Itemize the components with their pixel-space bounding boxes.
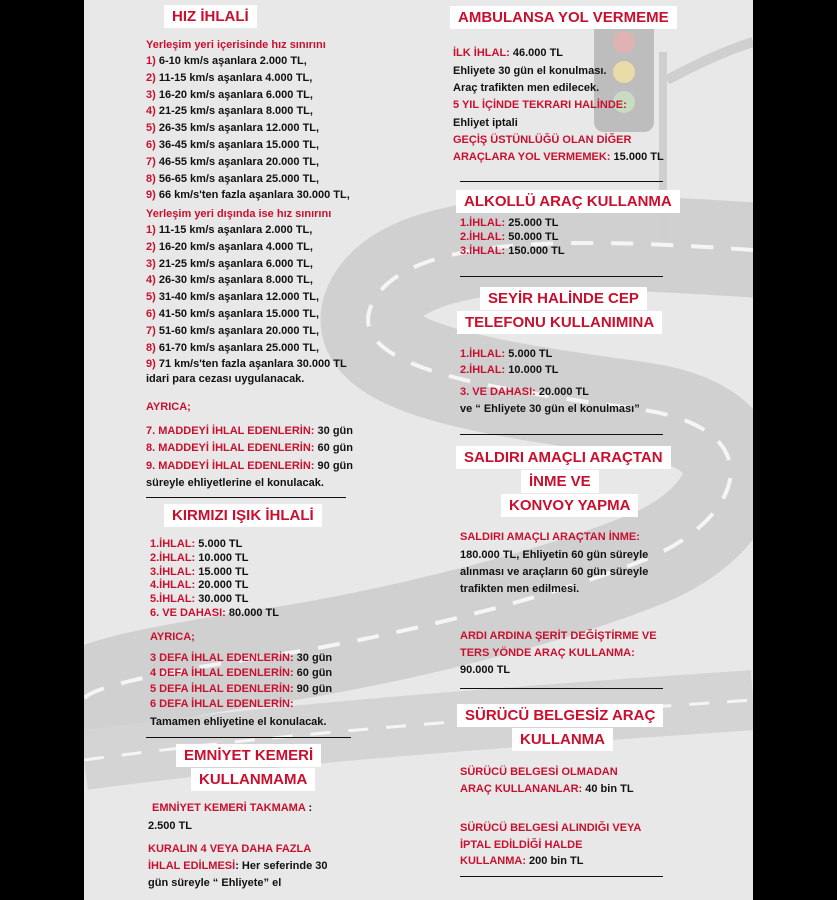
- ambulance-repeat: 5 YIL İÇİNDE TEKRARI HALİNDE:: [453, 99, 627, 111]
- seatbelt-repeat-2: [148, 859, 328, 873]
- item-number: 3): [146, 88, 156, 101]
- priority-vehicles-1: GEÇİŞ ÜSTÜNLÜĞÜ OLAN DİĞER: [453, 134, 632, 146]
- item-number: 3): [146, 257, 156, 270]
- item-text: 46-55 km/s aşanlara 20.000 TL,: [158, 155, 320, 168]
- item-value: 150.000 TL: [505, 245, 565, 258]
- lane-change-1: ARDI ARDINA ŞERİT DEĞİŞTİRME VE: [460, 630, 657, 642]
- unlicensed-a-value: 40 bin TL: [582, 783, 634, 795]
- seatbelt-label: EMNİYET KEMERİ TAKMAMA: [152, 802, 306, 814]
- divider: [460, 876, 663, 877]
- item-label: 1.İHLAL:: [460, 217, 506, 229]
- item-value: 30 gün: [314, 425, 353, 437]
- speed-limit-item: [146, 71, 312, 85]
- speed-limit-item: [146, 324, 319, 338]
- alcohol-heading: ALKOLLÜ ARAÇ KULLANMA: [456, 190, 680, 213]
- red-light-extra-item: [150, 682, 332, 696]
- red-light-item: [150, 606, 279, 620]
- item-value: 25.000 TL: [505, 217, 559, 229]
- item-text: 61-70 km/s aşanlara 25.000 TL,: [158, 341, 320, 354]
- item-value: 5.000 TL: [505, 348, 553, 360]
- item-text: 31-40 km/s aşanlara 12.000 TL,: [158, 291, 320, 304]
- ambulance-cancel: Ehliyet iptali: [453, 117, 518, 129]
- item-label: 9. MADDEYİ İHLAL EDENLERİN:: [146, 459, 315, 472]
- attack-heading-3: KONVOY YAPMA: [501, 494, 638, 517]
- item-number: 2): [146, 240, 156, 253]
- item-label: 1.İHLAL:: [460, 348, 506, 360]
- unlicensed-a-label: ARAÇ KULLANANLAR:: [460, 783, 583, 795]
- speed-extra-item: [146, 441, 353, 455]
- red-light-extra-item: [150, 697, 294, 711]
- poster: [84, 0, 753, 900]
- seatbelt-colon: :: [305, 802, 313, 814]
- item-number: 4): [146, 274, 156, 287]
- seatbelt-amount: 2.500 TL: [148, 820, 193, 832]
- speed-closing: süreyle ehliyetlerine el konulacak.: [146, 477, 324, 489]
- item-text: 66 km/s'ten fazla aşanlara 30.000 TL,: [158, 189, 350, 202]
- item-value: 90 gün: [293, 682, 333, 695]
- ambulance-line2: Ehliyete 30 gün el konulması.: [453, 65, 607, 77]
- priority-vehicles-2: [453, 150, 664, 164]
- speed-limit-item: [146, 104, 313, 118]
- item-text: 16-20 km/s aşanlara 6.000 TL,: [158, 88, 313, 101]
- lane-change-2: TERS YÖNDE ARAÇ KULLANMA:: [460, 647, 635, 659]
- item-value: 10.000 TL: [505, 363, 559, 376]
- item-text: 16-20 km/s aşanlara 4.000 TL,: [158, 240, 313, 253]
- item-label: 2.İHLAL:: [150, 551, 196, 564]
- item-value: 50.000 TL: [505, 231, 559, 244]
- seatbelt-heading-1: EMNİYET KEMERİ: [176, 744, 321, 767]
- item-number: 8): [146, 341, 156, 354]
- attack-body-3: trafikten men edilmesi.: [460, 583, 580, 595]
- divider: [460, 688, 663, 689]
- item-text: 41-50 km/s aşanlara 15.000 TL,: [158, 308, 320, 320]
- item-label: 5 DEFA İHLAL EDENLERİN:: [150, 682, 294, 695]
- red-light-item: [150, 565, 248, 579]
- speed-limit-item: [146, 138, 319, 152]
- red-light-item: [150, 592, 248, 606]
- item-label: 6. VE DAHASI:: [150, 607, 226, 619]
- speed-limit-item: [146, 307, 319, 321]
- speed-limit-item: [146, 240, 313, 254]
- item-text: 21-25 km/s aşanlara 8.000 TL,: [158, 105, 313, 118]
- phone-item: [460, 347, 552, 361]
- speed-limit-item: [146, 223, 312, 237]
- item-label: 1.İHLAL:: [150, 538, 196, 550]
- alcohol-item: [460, 216, 558, 230]
- red-light-closing: Tamamen ehliyetine el konulacak.: [150, 716, 327, 728]
- unlicensed-heading-1: SÜRÜCÜ BELGESİZ ARAÇ: [457, 704, 663, 727]
- red-light-item: [150, 537, 242, 551]
- item-number: 5): [146, 291, 156, 304]
- lane-change-value: 90.000 TL: [460, 664, 511, 676]
- attack-label: SALDIRI AMAÇLI ARAÇTAN İNME:: [460, 531, 640, 543]
- phone-third-label: 3. VE DAHASI:: [460, 386, 536, 398]
- item-value: 80.000 TL: [225, 607, 279, 619]
- item-number: 4): [146, 105, 156, 118]
- speed-extra-item: [146, 459, 353, 473]
- speed-limit-item: [146, 188, 350, 202]
- unlicensed-b-value: 200 bin TL: [525, 855, 584, 867]
- item-number: 7): [146, 324, 156, 337]
- item-text: 11-15 km/s aşanlara 4.000 TL,: [158, 71, 313, 84]
- item-label: 7. MADDEYİ İHLAL EDENLERİN:: [146, 425, 315, 437]
- attack-heading-1: SALDIRI AMAÇLI ARAÇTAN: [456, 446, 671, 469]
- item-value: 60 gün: [293, 667, 333, 680]
- unlicensed-b2: İPTAL EDİLDİĞİ HALDE: [460, 839, 583, 851]
- unlicensed-b-label: KULLANMA:: [460, 855, 526, 867]
- attack-body-2: alınması ve araçların 60 gün süreyle: [460, 566, 649, 578]
- red-light-item: [150, 578, 248, 592]
- phone-third: [460, 385, 589, 399]
- ambulance-first-value: 46.000 TL: [509, 47, 564, 59]
- item-value: 15.000 TL: [195, 565, 249, 578]
- unlicensed-b3: [460, 854, 583, 868]
- ayrica-label-2: AYRICA;: [150, 631, 195, 643]
- item-text: 21-25 km/s aşanlara 6.000 TL,: [158, 257, 313, 270]
- item-value: 5.000 TL: [195, 538, 243, 550]
- item-label: 2.İHLAL:: [460, 363, 506, 376]
- item-text: 56-65 km/s aşanlara 25.000 TL,: [158, 172, 320, 185]
- unlicensed-a1: SÜRÜCÜ BELGESİ OLMADAN: [460, 766, 618, 778]
- speed-limit-item: [146, 121, 319, 135]
- seatbelt-repeat-label: İHLAL EDİLMESİ: [148, 860, 236, 872]
- speed-violation-heading: HIZ İHLALİ: [164, 5, 257, 28]
- speed-limit-item: [146, 290, 319, 304]
- phone-heading-1: SEYİR HALİNDE CEP: [480, 287, 647, 310]
- phone-item: [460, 363, 558, 377]
- priority-vehicles-value: 15.000 TL: [610, 151, 664, 163]
- phone-third-value: 20.000 TL: [535, 386, 589, 398]
- ambulance-line3: Araç trafikten men edilecek.: [453, 82, 600, 94]
- speed-limit-item: [146, 54, 307, 68]
- unlicensed-b1: SÜRÜCÜ BELGESİ ALINDIĞI VEYA: [460, 822, 642, 834]
- divider: [146, 497, 346, 498]
- item-number: 6): [146, 308, 156, 320]
- ambulance-first: [453, 46, 563, 60]
- unlicensed-a2: [460, 782, 634, 796]
- item-label: 4.İHLAL:: [150, 579, 196, 592]
- ambulance-heading: AMBULANSA YOL VERMEME: [450, 6, 677, 29]
- speed-limit-item: [146, 357, 347, 371]
- red-light-extra-item: [150, 666, 332, 680]
- phone-heading-2: TELEFONU KULLANIMINA: [457, 311, 662, 334]
- item-text: 6-10 km/s aşanlara 2.000 TL,: [158, 55, 307, 67]
- red-light-extra-item: [150, 651, 332, 665]
- divider: [146, 737, 351, 738]
- item-label: 6 DEFA İHLAL EDENLERİN:: [150, 697, 294, 710]
- red-light-heading: KIRMIZI IŞIK İHLALİ: [164, 504, 322, 527]
- seatbelt-repeat-3: gün süreyle “ Ehliyete” el: [148, 877, 282, 889]
- seatbelt-fine: [152, 801, 312, 815]
- unlicensed-heading-2: KULLANMA: [512, 728, 613, 751]
- phone-note: ve “ Ehliyete 30 gün el konulması”: [460, 403, 640, 415]
- item-value: 30.000 TL: [195, 593, 249, 606]
- ambulance-first-label: İLK İHLAL:: [453, 47, 510, 59]
- seatbelt-repeat-1: KURALIN 4 VEYA DAHA FAZLA: [148, 843, 312, 855]
- item-number: 6): [146, 139, 156, 151]
- speed-limit-item: [146, 273, 313, 287]
- outside-settlement-title: Yerleşim yeri dışında ise hız sınırını: [146, 208, 332, 220]
- item-label: 2.İHLAL:: [460, 231, 506, 244]
- item-text: 11-15 km/s aşanlara 2.000 TL,: [158, 224, 313, 236]
- item-number: 9): [146, 358, 156, 371]
- item-number: 9): [146, 189, 156, 202]
- attack-body-1: 180.000 TL, Ehliyetin 60 gün süreyle: [460, 549, 649, 561]
- item-text: 26-30 km/s aşanlara 8.000 TL,: [158, 274, 313, 287]
- inside-settlement-title: Yerleşim yeri içerisinde hız sınırını: [146, 39, 326, 51]
- item-value: 20.000 TL: [195, 579, 249, 592]
- item-number: 2): [146, 71, 156, 84]
- red-light-item: [150, 551, 248, 565]
- attack-heading-2: İNME VE: [521, 470, 599, 493]
- item-text: 51-60 km/s aşanlara 20.000 TL,: [158, 324, 320, 337]
- speed-limit-item: [146, 155, 319, 169]
- item-number: 5): [146, 122, 156, 135]
- item-label: 4 DEFA İHLAL EDENLERİN:: [150, 667, 294, 680]
- item-number: 7): [146, 155, 156, 168]
- speed-limit-item: [146, 341, 319, 355]
- divider: [460, 434, 663, 435]
- speed-limit-item: [146, 172, 319, 186]
- speed-limit-item: [146, 257, 313, 271]
- speed-extra-item: [146, 424, 353, 438]
- item-label: 3.İHLAL:: [460, 245, 506, 258]
- item-number: 1): [146, 55, 156, 67]
- divider: [460, 181, 663, 182]
- item-label: 8. MADDEYİ İHLAL EDENLERİN:: [146, 442, 315, 455]
- seatbelt-repeat-rest: : Her seferinde 30: [235, 860, 328, 872]
- speed-limit-item: [146, 88, 313, 102]
- ayrica-label: AYRICA;: [146, 401, 191, 413]
- item-label: 5.İHLAL:: [150, 593, 196, 606]
- priority-vehicles-label: ARAÇLARA YOL VERMEMEK:: [453, 151, 611, 163]
- item-number: 1): [146, 224, 156, 236]
- item-label: 3.İHLAL:: [150, 565, 196, 578]
- item-value: 60 gün: [314, 442, 353, 455]
- divider: [460, 276, 663, 277]
- seatbelt-heading-2: KULLANMAMA: [191, 768, 315, 791]
- item-label: 3 DEFA İHLAL EDENLERİN:: [150, 652, 294, 664]
- item-text: 26-35 km/s aşanlara 12.000 TL,: [158, 122, 320, 135]
- item-value: 10.000 TL: [195, 551, 249, 564]
- item-text: 36-45 km/s aşanlara 15.000 TL,: [158, 139, 320, 151]
- alcohol-item: [460, 230, 558, 244]
- fine-note: idari para cezası uygulanacak.: [146, 373, 305, 385]
- item-value: 30 gün: [293, 652, 333, 664]
- alcohol-item: [460, 244, 565, 258]
- item-text: 71 km/s'ten fazla aşanlara 30.000 TL: [158, 358, 347, 371]
- item-number: 8): [146, 172, 156, 185]
- item-value: 90 gün: [314, 459, 353, 472]
